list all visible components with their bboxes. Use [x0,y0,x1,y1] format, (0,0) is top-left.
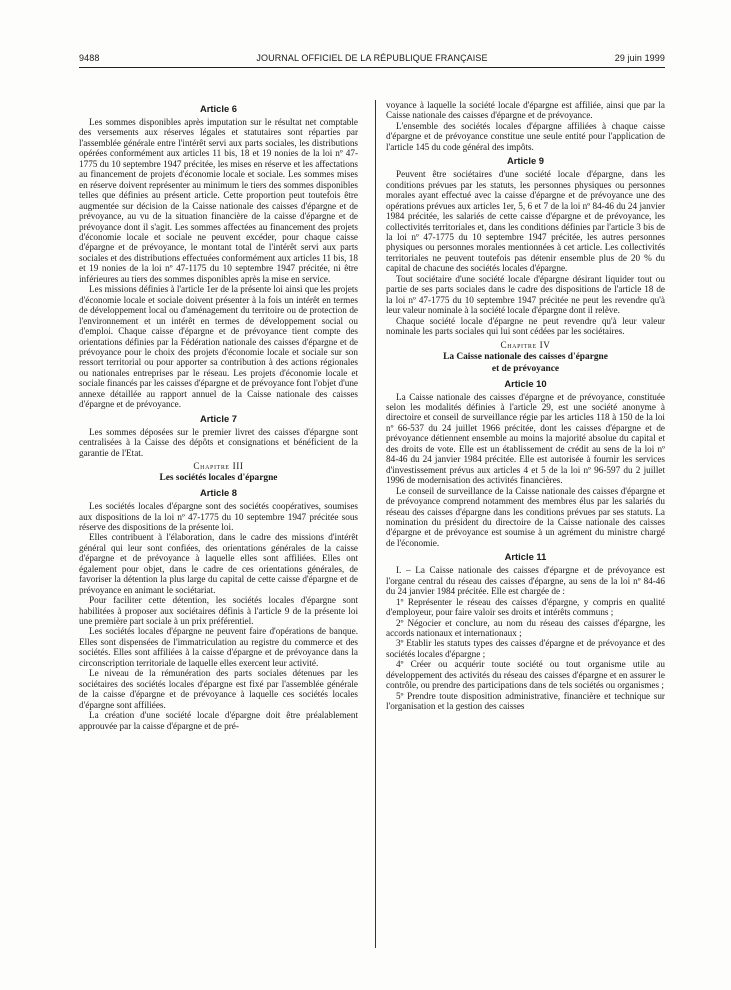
page-header [79,53,665,67]
header-rule [79,67,665,68]
article-11-item-4: 4º Créer ou acquérir toute société ou tout organisme utile au développement des activités du réseau des caisses d'épargne et en assurer le contrôle, ou prendre des participations dans de tels sociétés ou organismes ; [386,659,665,691]
chapter-4-heading: Chapitre IV [500,339,551,350]
article-8-paragraph-2: Elles contribuent à l'élaboration, dans le cadre des missions d'intérêt général qui leur sont confiées, des orientations générales de la caisse d'épargne et de prévoyance à laquelle elles sont affiliées. Elles ont également pour objet, dans le cadre de ces orientations générales, de favoriser la détention la plus large du capital de cette caisse d'épargne et de prévoyance en animant le sociétariat. [79,532,358,595]
article-11-paragraph-1: I. – La Caisse nationale des caisses d'épargne et de prévoyance est l'organe central du réseau des caisses d'épargne, au sens de la loi nº 84-46 du 24 janvier 1984 précitée. Elle est chargée de : [386,565,665,597]
article-11-heading: Article 11 [504,551,547,563]
chapter-3-title: Les sociétés locales d'épargne [159,473,278,484]
article-8-paragraph-4: Les sociétés locales d'épargne ne peuvent faire d'opérations de banque. Elles sont dispensées de l'immatriculation au registre du commerce et des sociétés. Elles sont affiliées à la caisse d'épargne et de prévoyance dans la circonscription territoriale de laquelle elles exercent leur activité. [79,626,358,668]
page-number: 9488 [79,53,100,63]
article-10-paragraph-1: La Caisse nationale des caisses d'épargne et de prévoyance, constituée selon les modalités définies à l'article 29, est une société anonyme à directoire et conseil de surveillance régie par les articles 118 à 150 de la loi nº 66-537 du 24 juillet 1966 précitée, dont les caisses d'épargne et de prévoyance détiennent ensemble au moins la majorité absolue du capital et des droits de vote. Elle est un établissement de crédit au sens de la loi nº 84-46 du 24 janvier 1984 précitée. Elle est autorisée à fournir les services d'investissement prévus aux articles 4 et 5 de la loi nº 96-597 du 2 juillet 1996 de modernisation des activités financières. [386,391,665,486]
article-10-paragraph-2: Le conseil de surveillance de la Caisse nationale des caisses d'épargne et de prévoyance comprend notamment des membres élus par les salariés du réseau des caisses d'épargne dans les conditions prévues par ses statuts. La nomination du président du directoire de la Caisse nationale des caisses d'épargne et de prévoyance est soumise à un agrément du ministre chargé de l'économie. [386,485,665,548]
left-column [79,100,358,731]
chapter-4-title-line-2: et de prévoyance [491,363,560,374]
article-6-heading: Article 6 [200,103,237,114]
article-11-item-3: 3º Etablir les statuts types des caisses d'épargne et de prévoyance et des sociétés locales d'épargne ; [386,638,665,659]
column-divider [375,100,376,948]
article-9-heading: Article 9 [507,155,544,167]
article-8-paragraph-1: Les sociétés locales d'épargne sont des sociétés coopératives, soumises aux dispositions de la loi nº 47-1775 du 10 septembre 1947 précitée sous réserve des dispositions de la présente loi. [79,501,358,532]
article-8-paragraph-7: L'ensemble des sociétés locales d'épargne affiliées à chaque caisse d'épargne et de prévoyance constitue une seule entité pour l'application de l'article 145 du code général des impôts. [386,120,665,152]
article-11-item-5: 5º Prendre toute disposition administrative, financière et technique sur l'organisation et la gestion des caisses [386,690,665,712]
article-11-item-2: 2º Négocier et conclure, au nom du réseau des caisses d'épargne, les accords nationaux et internationaux ; [386,617,665,639]
article-9-paragraph-2: Tout sociétaire d'une société locale d'épargne désirant liquider tout ou partie de ses parts sociales dans le cadre des dispositions de l'article 18 de la loi nº 47-1775 du 10 septembre 1947 précitée ne peut les revendre qu'à leur valeur nominale à la société locale d'épargne dont il relève. [386,273,665,316]
article-6-paragraph-1: Les sommes disponibles après imputation sur le résultat net comptable des versements aux réserves légales et statutaires sont réparties par l'assemblée générale entre l'intérêt servi aux parts sociales, les distributions opérées conformément aux articles 11 bis, 18 et 19 nonies de la loi nº 47-1775 du 10 septembre 1947 précitée, les mises en réserve et les affectations au financement de projets d'économie locale et sociale. Les sommes mises en réserve doivent représenter au minimum le tiers des sommes disponibles telles que définies au présent article. Cette proportion peut toutefois être augmentée sur décision de la Caisse nationale des caisses d'épargne et de prévoyance, au vu de la situation financière de la caisse d'épargne et de prévoyance dont il s'agit. Les sommes affectées au financement des projets d'économie locale et sociale ne peuvent excéder, pour chaque caisse d'épargne et de prévoyance, le montant total de l'intérêt servi aux parts sociales et des distributions effectuées conformément aux articles 11 bis, 18 et 19 nonies de la loi nº 47-1175 du 10 septembre 1947 précitée, ni être inférieures au tiers des sommes disponibles après la mise en service. [79,117,358,284]
chapter-3-heading: Chapitre III [193,461,244,472]
right-column [386,100,665,712]
article-10-heading: Article 10 [504,377,547,389]
article-9-paragraph-3: Chaque société locale d'épargne ne peut revendre qu'à leur valeur nominale les parts sociales qui lui sont cédées par les sociétaires. [386,315,665,337]
journal-title: JOURNAL OFFICIEL DE LA RÉPUBLIQUE FRANÇAISE [256,53,488,63]
article-9-paragraph-1: Peuvent être sociétaires d'une société locale d'épargne, dans les conditions prévues par les statuts, les personnes physiques ou personnes morales ayant effectué avec la caisse d'épargne et de prévoyance une des opérations prévues aux articles 1er, 5, 6 et 7 de la loi nº 84-46 du 24 janvier 1984 précitée, les salariés de cette caisse d'épargne et de prévoyance, les collectivités territoriales et, dans les conditions définies par l'article 3 bis de la loi nº 47-1775 du 10 septembre 1947 précitée, les autres personnes physiques ou personnes morales mentionnées à cet article. Les collectivités territoriales ne peuvent toutefois pas détenir ensemble plus de 20 % du capital de chacune des sociétés locales d'épargne. [386,169,665,274]
article-8-paragraph-3: Pour faciliter cette détention, les sociétés locales d'épargne sont habilitées à proposer aux sociétaires définis à l'article 9 de la présente loi une première part sociale à un prix préférentiel. [79,595,358,627]
article-8-paragraph-5: Le niveau de la rémunération des parts sociales détenues par les sociétaires des sociétés locales d'épargne est fixé par l'assemblée générale de la caisse d'épargne et de prévoyance à laquelle ces sociétés locales d'épargne sont affiliées. [79,668,358,710]
publication-date: 29 juin 1999 [614,53,665,63]
article-11-item-1: 1º Représenter le réseau des caisses d'épargne, y compris en qualité d'employeur, pour faire valoir ses droits et intérêts communs ; [386,596,665,618]
article-8-continuation: voyance à laquelle la société locale d'épargne est affiliée, ainsi que par la Caisse nationale des caisses d'épargne et de prévoyance. [386,100,665,121]
article-6-paragraph-2: Les missions définies à l'article 1er de la présente loi ainsi que les projets d'économie locale et sociale doivent présenter à la fois un intérêt en termes de développement local ou d'aménagement du territoire ou de protection de l'environnement et un intérêt en termes de développement social ou d'emploi. Chaque caisse d'épargne et de prévoyance tient compte des orientations définies par la Fédération nationale des caisses d'épargne et de prévoyance pour le choix des projets d'économie locale et sociale sur son ressort territorial ou pour apporter sa contribution à des actions régionales ou nationales entreprises par le réseau. Les projets d'économie locale et sociale financés par les caisses d'épargne et de prévoyance font l'objet d'une annexe détaillée au rapport annuel de la Caisse nationale des caisses d'épargne et de prévoyance. [79,284,358,410]
article-8-paragraph-6: La création d'une société locale d'épargne doit être préalablement approuvée par la caisse d'épargne et de pré- [79,710,358,731]
chapter-4-title-line-1: La Caisse nationale des caisses d'épargne [443,351,608,362]
article-7-heading: Article 7 [200,412,237,424]
article-8-heading: Article 8 [200,487,237,499]
article-7-paragraph-1: Les sommes déposées sur le premier livret des caisses d'épargne sont centralisées à la Caisse des dépôts et consignations et bénéficient de la garantie de l'Etat. [79,426,358,458]
